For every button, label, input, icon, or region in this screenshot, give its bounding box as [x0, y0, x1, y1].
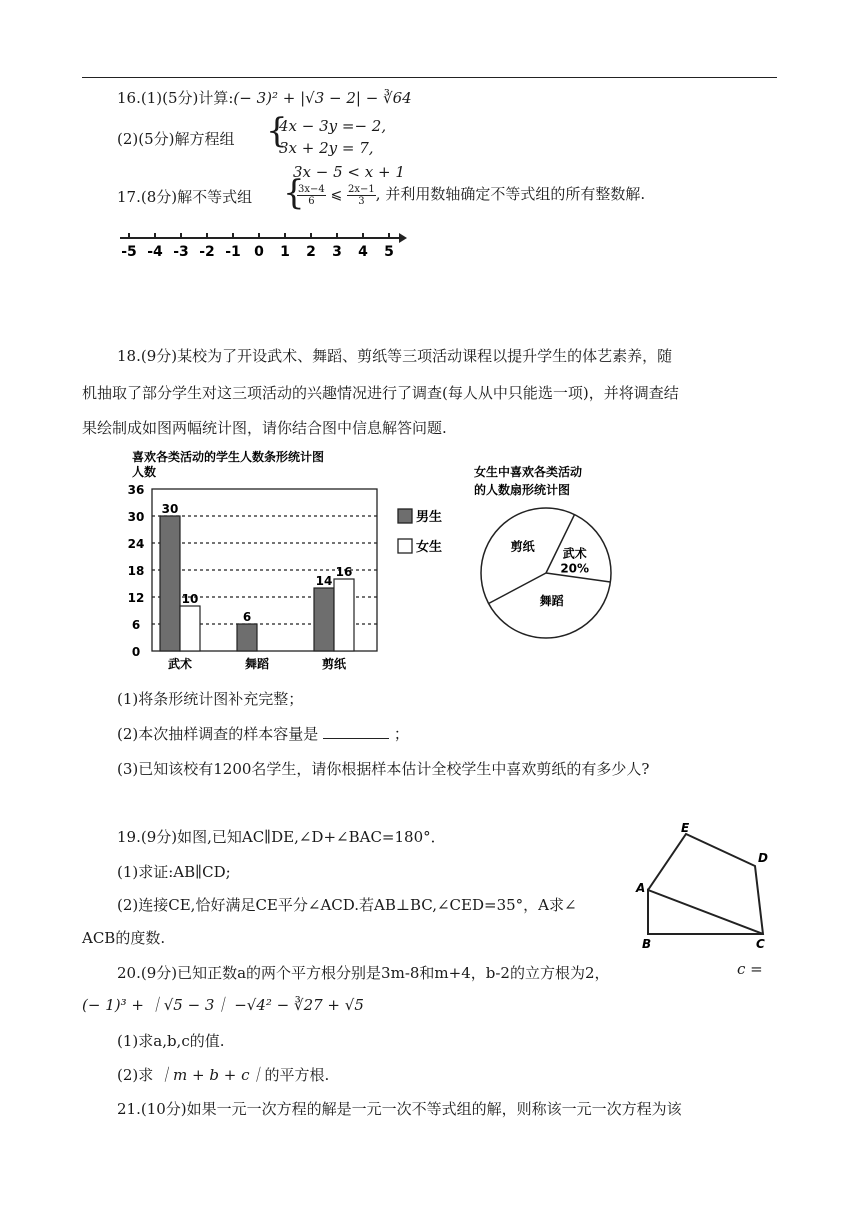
bar-x-tick: 武术 [167, 657, 193, 671]
bar-x-tick: 剪纸 [321, 657, 347, 671]
legend-swatch [398, 539, 412, 553]
point-B: B [642, 937, 652, 951]
q17-ineq2: $\frac{3x-4}{6}$ ⩽ $\frac{2x-1}{3}$ , 并利用数轴确定不等式组的所有整数解. [298, 183, 646, 207]
point-C: C [756, 937, 765, 951]
bar-y-tick: 30 [127, 510, 145, 524]
q18-sub1: (1)将条形统计图补充完整； [117, 690, 304, 708]
number-line-label: -3 [173, 244, 189, 260]
legend-label: 男生 [416, 510, 443, 525]
bar-data-label: 10 [181, 592, 199, 606]
bar-y-tick: 24 [127, 537, 145, 551]
number-line-label: -4 [147, 244, 163, 260]
geometry-lines [648, 834, 763, 934]
q19-sub2-line2: ACB的度数. [82, 929, 166, 947]
number-line-label: 5 [384, 244, 394, 260]
q18-sub2: (2)本次抽样调查的样本容量是 ； [117, 725, 409, 743]
bar-y-tick: 0 [131, 645, 141, 659]
q17-ineq1: 3x − 5 < x + 1 [293, 163, 405, 181]
q16-part1: 16.(1)(5分)计算:(− 3)² + |√3 − 2| − ∛64 [117, 89, 412, 107]
point-E: E [681, 821, 690, 835]
number-line-label: -1 [225, 244, 241, 260]
q18-line2: 机抽取了部分学生对这三项活动的兴趣情况进行了调查(每人从中只能选一项)，并将调查结 [82, 384, 679, 402]
top-rule [82, 77, 777, 78]
number-line-label: 4 [358, 244, 368, 260]
number-line-label: -2 [199, 244, 215, 260]
q20-sub2: (2)求 ｜m + b + c｜的平方根. [117, 1066, 330, 1084]
pie-slice-label: 舞蹈 [539, 594, 564, 609]
q20-c-eq: c = [737, 960, 763, 978]
q19-sub2-line1: (2)连接CE,恰好满足CE平分∠ACD.若AB⊥BC,∠CED=35°，A求∠ [117, 896, 577, 914]
number-line [115, 226, 415, 266]
q17-frac2: $\frac{2x-1}{3}$ [348, 183, 375, 207]
number-line-label: 0 [254, 244, 264, 260]
answer-blank[interactable] [323, 725, 389, 739]
number-line-arrow [399, 233, 407, 243]
bar-chart [112, 447, 452, 677]
q17-frac1: $\frac{3x-4}{6}$ [298, 183, 325, 207]
bar-data-label: 14 [315, 574, 333, 588]
number-line-label: 1 [280, 244, 290, 260]
bar-data-label: 30 [161, 502, 179, 516]
point-A: A [636, 881, 646, 895]
number-line-label: -5 [121, 244, 137, 260]
q18-line1: 18.(9分)某校为了开设武术、舞蹈、剪纸等三项活动课程以提升学生的体艺素养，随 [117, 347, 673, 365]
bar [180, 606, 200, 651]
bar [160, 516, 180, 651]
q18-line3: 果绘制成如图两幅统计图，请你结合图中信息解答问题. [82, 419, 447, 437]
pie-chart [462, 458, 632, 658]
bar-y-tick: 36 [127, 483, 145, 497]
bar-chart-title: 喜欢各类活动的学生人数条形统计图 [132, 450, 325, 464]
q16-eq2: 3x + 2y = 7, [279, 139, 374, 157]
bar [314, 588, 334, 651]
q16-part2-label: (2)(5分)解方程组 [117, 130, 235, 148]
number-line-label: 3 [332, 244, 342, 260]
q21-line1: 21.(10分)如果一元一次方程的解是一元一次不等式组的解，则称该一元一次方程为该 [117, 1100, 682, 1118]
q18-sub3: (3)已知该校有1200名学生，请你根据样本估计全校学生中喜欢剪纸的有多少人? [117, 760, 650, 778]
q20-line1: 20.(9分)已知正数a的两个平方根分别是3m-8和m+4，b-2的立方根为2， [117, 964, 610, 982]
point-D: D [758, 851, 768, 865]
bar [237, 624, 257, 651]
q16-brace: { [266, 111, 288, 151]
pie-slice-label: 剪纸 [510, 539, 535, 554]
geometry-figure [628, 820, 788, 952]
bar [334, 579, 354, 651]
legend-swatch [398, 509, 412, 523]
q16-eq1: 4x − 3y =− 2, [279, 117, 387, 135]
legend-label: 女生 [416, 540, 443, 555]
bar-data-label: 16 [335, 565, 353, 579]
bar-chart-ylabel: 人数 [132, 465, 157, 479]
bar-y-tick: 12 [127, 591, 145, 605]
q19-sub1: (1)求证:AB∥CD; [117, 863, 231, 881]
bar-x-tick: 舞蹈 [244, 657, 270, 671]
bar-data-label: 6 [242, 610, 252, 624]
bar-y-tick: 18 [127, 564, 145, 578]
q17-brace: { [283, 173, 305, 213]
q19-line1: 19.(9分)如图,已知AC∥DE,∠D+∠BAC=180°． [117, 828, 446, 846]
bar-y-tick: 6 [131, 618, 141, 632]
pie-title-line2: 的人数扇形统计图 [474, 483, 571, 497]
q20-line2: (− 1)³ + ｜√5 − 3｜ −√4² − ∛27 + √5 [82, 996, 364, 1014]
pie-title-line1: 女生中喜欢各类活动 [474, 465, 583, 479]
q17-label: 17.(8分)解不等式组 [117, 188, 253, 206]
q20-sub1: (1)求a,b,c的值. [117, 1032, 225, 1050]
pie-slice-value: 20% [560, 561, 590, 576]
number-line-label: 2 [306, 244, 316, 260]
pie-slice-label: 武术 [562, 546, 587, 561]
